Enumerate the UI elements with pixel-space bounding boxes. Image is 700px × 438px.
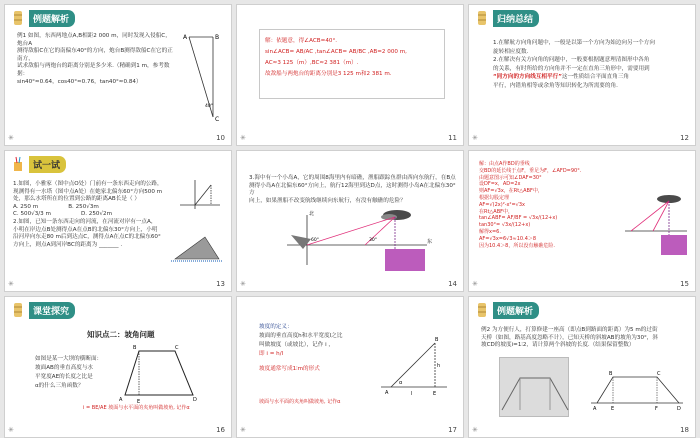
point-f-label: F <box>655 406 658 412</box>
point-a-label: A <box>385 390 389 396</box>
slide-number: 15 <box>680 280 689 288</box>
angle-label: 40° <box>205 104 213 109</box>
point-d-label: D <box>193 397 197 403</box>
slide-thumbnail-10[interactable] <box>4 4 232 146</box>
slope-angle-text: 坡面与水平面的夹角叫做坡角, 记作α <box>259 399 341 405</box>
slide-thumbnail-18[interactable] <box>468 296 696 438</box>
slope-triangle-diagram <box>377 337 457 407</box>
option-c: C. 500√3/3 m <box>13 211 51 218</box>
point-b-label: B <box>435 337 439 343</box>
slide-number: 10 <box>216 134 225 142</box>
point-b-label: B <box>609 371 613 377</box>
point-b-label: B <box>133 345 137 351</box>
slide-thumbnail-13[interactable] <box>4 150 232 292</box>
point-e-label: E <box>137 399 141 405</box>
option-d: D. 250√2m <box>80 211 113 218</box>
point-d-label: D <box>677 406 681 412</box>
question-text: 如图是某一大坝的横断面： 坡面AB的垂直高度与水 平宽度AE的长度之比是 α的什么三角函数？ <box>35 356 103 389</box>
slide-transition-icon[interactable]: ✳ <box>8 426 14 434</box>
slide-number: 11 <box>448 134 457 142</box>
slide-number: 18 <box>680 426 689 434</box>
point-c-label: C <box>175 345 179 351</box>
example-text: 例2 为方便行人，打算修建一座高（即点B到路面的距离）为5 m的过街 天桥（如图，路基高度忽略不计），已知天桥的斜坡AB的坡角为30°，斜 坡CD的坡度i=1∶2，请计算两个斜坡的长度.（结果保留整数） <box>481 327 658 349</box>
point-a-label: A <box>119 397 123 403</box>
slide-number: 16 <box>216 426 225 434</box>
island-navigation-diagram <box>277 205 437 275</box>
slide-number: 13 <box>216 280 225 288</box>
slide-thumbnail-15[interactable] <box>468 150 696 292</box>
point-c-label: C <box>215 116 220 123</box>
highlight-text: “同方向的方向线互相平行” <box>493 74 562 80</box>
point-e-label: E <box>611 406 615 412</box>
slide-header: 例题解析 <box>475 302 539 318</box>
slide-header: 归纳总结 <box>475 10 539 26</box>
slide-header: 课堂探究 <box>11 302 75 318</box>
ship-position-diagram <box>169 27 229 127</box>
slide-thumbnail-12[interactable] <box>468 4 696 146</box>
section-subtitle: 知识点二：坡角问题 <box>87 330 155 339</box>
river-triangle-diagram <box>171 231 225 265</box>
exercise-text: 1.如图，小雅家（图中点O处）门前有一条东西走向的公路， 现测得有一水塔（图中点A处）在她家北偏东60°方向500 m 处，那么水塔所在的位置到公路的距离AB长是（ ） A. 250 m B. 250√3m C. 500√3/3 m D. 250√2m 2.如图，已知一条东西走向的河流，在河流对岸有一点A， 小明在岸边点B处测得点A在点B的北偏东30°方向上，小明 沿河岸向东走80 m后到达点C，测得点A在点C的北偏东60° 方向上，则点A到河岸BC的距离为 _______ . <box>13 181 163 248</box>
slope-definition-text: 坡度的定义： 坡面的垂直高度h和水平宽度l之比 叫做坡度（或坡比），记作 i ， 即 i = h/l 坡度通常写成1∶m的形式 <box>259 323 389 374</box>
angle-30-label: 30° <box>369 238 377 243</box>
slide-thumbnail-11[interactable] <box>236 4 464 146</box>
point-b-label: B <box>215 34 220 41</box>
dam-cross-section-diagram <box>115 343 205 405</box>
option-a: A. 250 m <box>13 203 39 210</box>
bridge-photo <box>499 357 569 417</box>
slide-transition-icon[interactable]: ✳ <box>240 280 246 288</box>
solution-text: 解：由点A作BD的垂线 交BD的延长线于点F，垂足为F，∠AFD=90°. 由题意图示可知∠DAF=30° 设DF=x，AD=2x 则AF=√3x，在Rt△ABF中， 根据勾股定理 AF=√(2x)²-x²=√3x 在Rt△ABF中， tan∠ABF= AF/BF = √3x/(12+x) tan30°= √3x/(12+x) 解得x=6. AF=√3x=6√3≈10.4＞8 因为10.4＞8，所以没有触礁危险. <box>479 161 582 249</box>
slide-header: 试一试 <box>11 156 66 172</box>
point-c-label: C <box>657 371 661 377</box>
bamboo-scroll-icon <box>475 302 489 318</box>
east-label: 东 <box>427 239 433 245</box>
exercise-text: 3.海中有一个小岛A，它的周围8海里内有暗礁，渔船跟踪鱼群由西向东航行，在B点 测得小岛A在北偏东60°方向上，航行12海里到达D点，这时测得小岛A在北偏东30°方 向上，如果渔船不改变航线继续向东航行，有没有触礁的危险？ <box>249 175 456 204</box>
slide-number: 17 <box>448 426 457 434</box>
slide-transition-icon[interactable]: ✳ <box>240 134 246 142</box>
island-solution-diagram <box>621 191 691 261</box>
option-b: B. 250√3m <box>68 203 99 210</box>
point-a-label: A <box>183 34 188 41</box>
slide-number: 12 <box>680 134 689 142</box>
slide-transition-icon[interactable]: ✳ <box>472 280 478 288</box>
angle-60-label: 60° <box>311 238 319 243</box>
slide-number: 14 <box>448 280 457 288</box>
point-a-label: A <box>593 406 597 412</box>
pencil-cup-icon <box>11 156 25 172</box>
slide-transition-icon[interactable]: ✳ <box>8 134 14 142</box>
length-label: l <box>411 391 413 397</box>
bamboo-scroll-icon <box>475 10 489 26</box>
alpha-label: α <box>399 380 403 386</box>
bamboo-scroll-icon <box>11 302 25 318</box>
slide-thumbnail-14[interactable] <box>236 150 464 292</box>
bamboo-scroll-icon <box>11 10 25 26</box>
summary-text: 1.在解航方向角问题中，一般是以第一个方向为始边向另一个方向 旋转相应度数. 2.在解决有关方向角的问题中，一般要根据题意理清图形中各角 的关系，有时所给的方向角并不一定在直角三角形中，需要用到 “同方向的方向线互相平行”这一性质结合平面直角三角 平行，内错角相等或余角等知识转化为所需要的角. <box>493 40 655 89</box>
height-label: h <box>437 363 441 369</box>
slide-transition-icon[interactable]: ✳ <box>472 426 478 434</box>
solution-text: 解：依题意，得∠ACB=40°. sin∠ACB= AB/AC ,tan∠ACB= AB/BC ,AB=2 000 m, AC≈3 125（m）,BC≈2 381（m）. 故敌船与两炮台的距离分别是3 125 m和2 381 m. <box>265 38 407 77</box>
slide-header: 例题解析 <box>11 10 75 26</box>
slide-transition-icon[interactable]: ✳ <box>240 426 246 434</box>
slope-formula: 即 i = h/l <box>259 351 284 357</box>
slide-transition-icon[interactable]: ✳ <box>8 280 14 288</box>
slide-thumbnail-17[interactable] <box>236 296 464 438</box>
slide-transition-icon[interactable]: ✳ <box>472 134 478 142</box>
north-label: 北 <box>309 211 315 217</box>
bridge-slope-diagram <box>587 363 687 413</box>
slope-formula: i = BE/AE 坡面与水平面的夹角叫做坡角, 记作α <box>83 405 190 411</box>
point-e-label: E <box>433 391 437 397</box>
slide-body: 例1 如图，东西两地点A,B相距2 000 m，同时发现入侵船C，炮台A 测得敌船C在它的南偏东40°的方向，炮台B测得敌船C在它的正南方， 试求敌船与两炮台的距离分别是多少米.（精确到1 m，参考数据： sin40°≈0.64，cos40°≈0.76，tan40°≈0.84） <box>17 33 173 85</box>
slide-thumbnail-16[interactable] <box>4 296 232 438</box>
road-tower-diagram <box>175 175 225 215</box>
